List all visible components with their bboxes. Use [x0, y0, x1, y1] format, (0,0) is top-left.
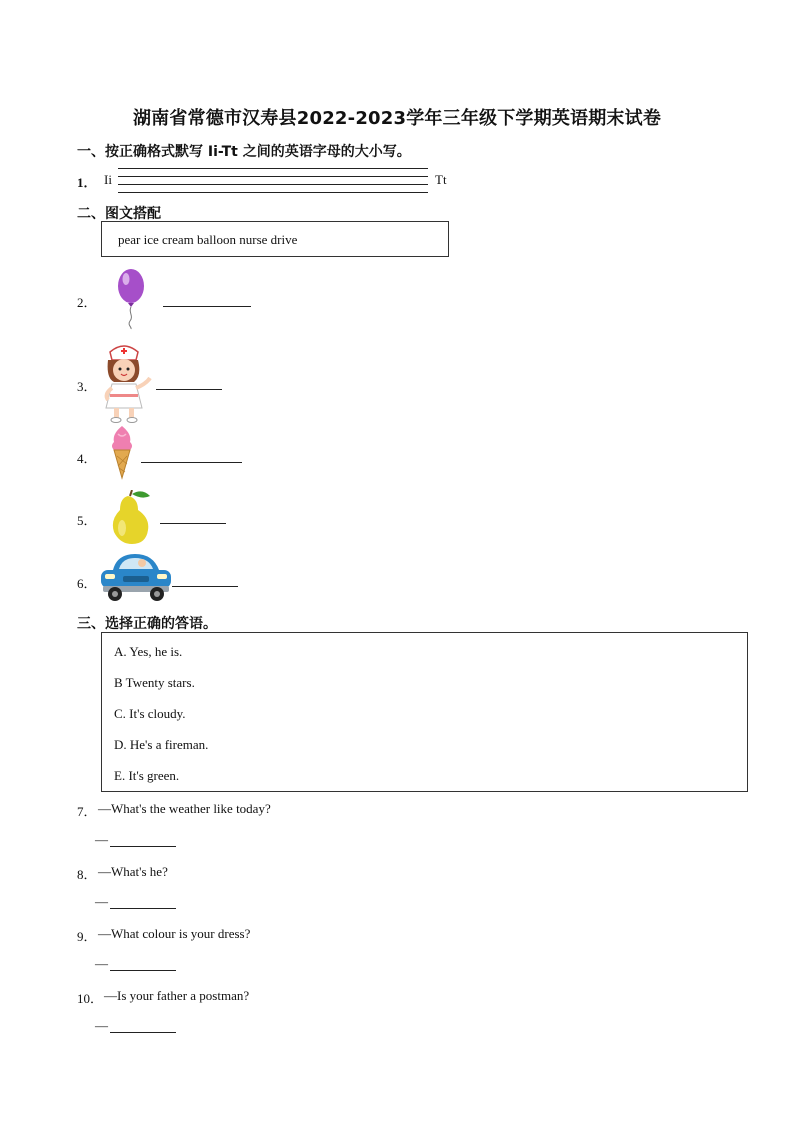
question-7-text: —What's the weather like today?: [98, 801, 271, 816]
answer-prefix-9: —: [95, 956, 108, 971]
answer-line-5[interactable]: [160, 523, 226, 524]
question-9-text: —What colour is your dress?: [98, 926, 251, 941]
question-10-number: 10．: [77, 991, 104, 1006]
option-b: B Twenty stars.: [114, 675, 195, 690]
option-e: E. It's green.: [114, 768, 180, 783]
question-8-text: —What's he?: [98, 864, 168, 879]
answer-line-6[interactable]: [172, 586, 238, 587]
answer-prefix-7: —: [95, 832, 108, 847]
options-box: [101, 632, 748, 792]
question-1-number: 1．: [77, 175, 97, 190]
option-a: A. Yes, he is.: [114, 644, 183, 659]
nurse-icon: [100, 342, 156, 424]
answer-prefix-8: —: [95, 894, 108, 909]
answer-line-3[interactable]: [156, 389, 222, 390]
answer-line-7[interactable]: [110, 846, 176, 847]
question-8-number: 8．: [77, 867, 97, 882]
item-5-number: 5．: [77, 513, 97, 528]
start-letter: Ii: [104, 172, 112, 187]
item-2-number: 2．: [77, 295, 97, 310]
section-3-heading: 三、选择正确的答语。: [77, 616, 217, 632]
item-4-number: 4．: [77, 451, 97, 466]
pear-icon: [106, 490, 156, 546]
item-3-number: 3．: [77, 379, 97, 394]
answer-line-9[interactable]: [110, 970, 176, 971]
car-icon: [97, 550, 175, 606]
answer-line-2[interactable]: [163, 306, 251, 307]
section-1-heading: 一、按正确格式默写 Ii-Tt 之间的英语字母的大小写。: [77, 144, 411, 160]
ice-cream-icon: [108, 424, 136, 480]
section-2-heading: 二、图文搭配: [77, 206, 161, 222]
item-6-number: 6．: [77, 576, 97, 591]
question-10-text: —Is your father a postman?: [104, 988, 250, 1003]
option-d: D. He's a fireman.: [114, 737, 209, 752]
word-bank-box: [101, 221, 449, 257]
word-bank-text: pear ice cream balloon nurse drive: [118, 232, 298, 247]
writing-lines[interactable]: [118, 168, 428, 194]
answer-line-4[interactable]: [141, 462, 242, 463]
question-9-number: 9．: [77, 929, 97, 944]
end-letter: Tt: [435, 172, 447, 187]
option-c: C. It's cloudy.: [114, 706, 186, 721]
page-title: 湖南省常德市汉寿县2022-2023学年三年级下学期英语期末试卷: [132, 108, 662, 129]
balloon-icon: [110, 266, 152, 330]
answer-prefix-10: —: [95, 1018, 108, 1033]
answer-line-10[interactable]: [110, 1032, 176, 1033]
answer-line-8[interactable]: [110, 908, 176, 909]
question-7-number: 7．: [77, 804, 97, 819]
